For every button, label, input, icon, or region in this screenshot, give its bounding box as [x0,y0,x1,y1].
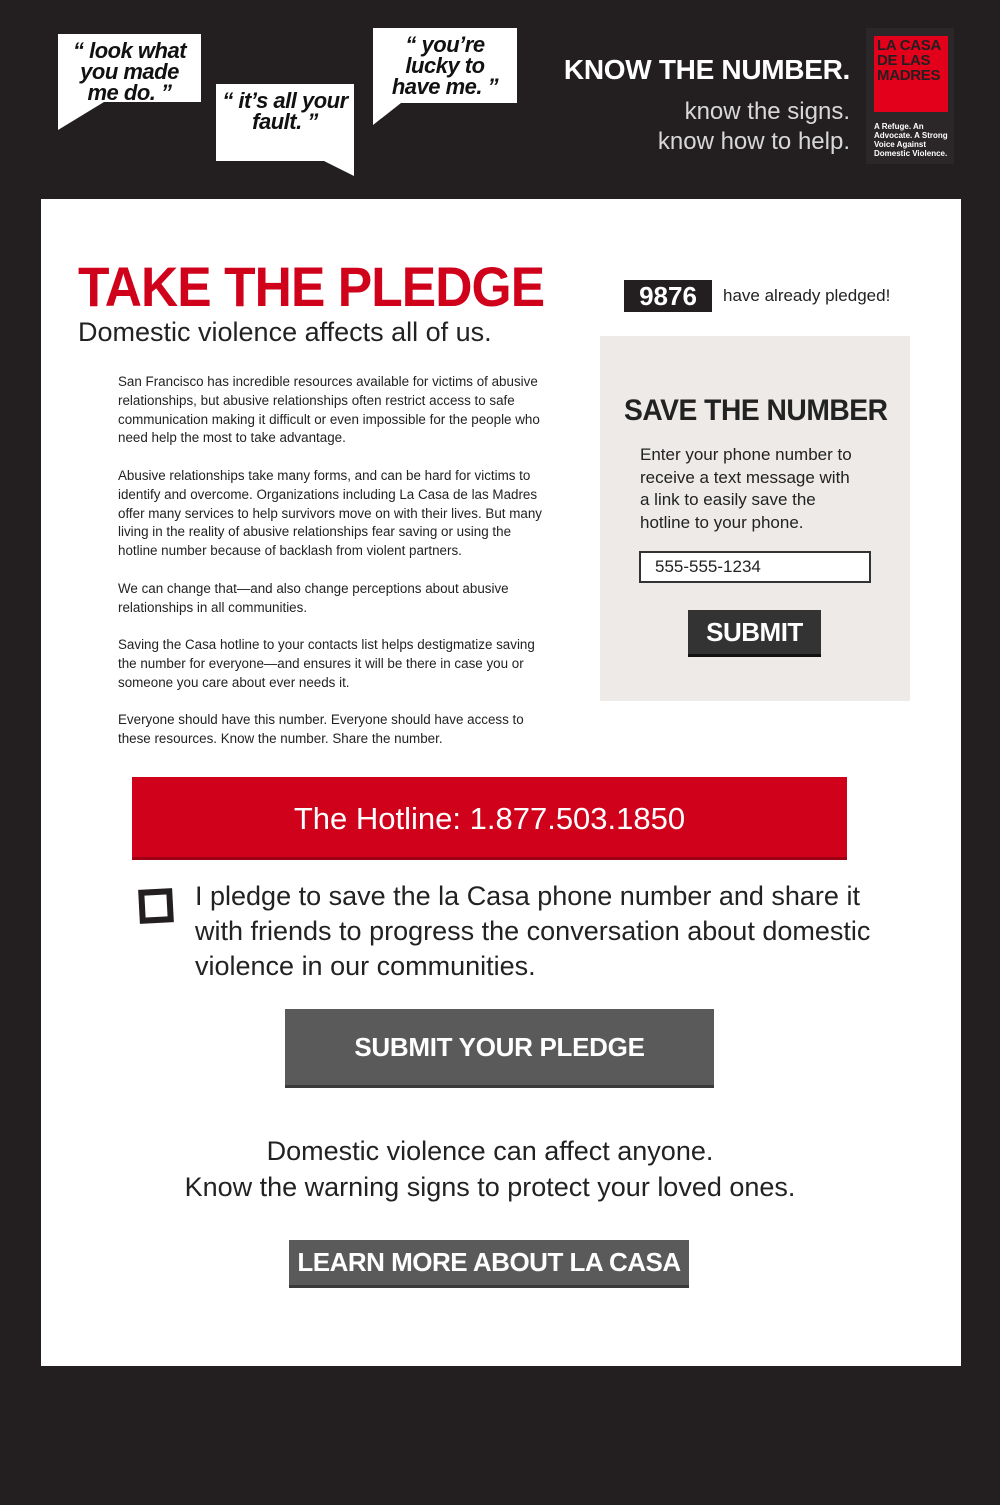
pledge-statement: I pledge to save the la Casa phone number and share it with friends to progress the conversation about domestic violence in our communities. [195,881,871,981]
submit-pledge-button[interactable]: SUBMIT YOUR PLEDGE [285,1009,714,1088]
page-title: TAKE THE PLEDGE [78,255,545,318]
quote-bubble-look-what-you-made-me-do [58,34,201,105]
quote-bubble-youre-lucky-to-have-me [373,28,517,103]
bubble-tail [58,102,104,130]
hotline-banner: The Hotline: 1.877.503.1850 [132,777,847,860]
affect-anyone-text: Domestic violence can affect anyone. [266,1136,714,1166]
quote-text: “ you’re lucky to have me. ” [391,32,499,99]
body-paragraph: Everyone should have this number. Everyone should have access to these resources. Know the number. Share the number. [118,712,524,747]
pledge-counter: 9876 [624,280,712,312]
pledge-counter-label: have already pledged! [723,286,891,305]
pledge-card [41,199,961,1366]
warning-signs-text: Know the warning signs to protect your loved ones. [184,1172,796,1202]
save-number-panel [600,336,910,701]
save-number-description: Enter your phone number to receive a text message with a link to easily save the hotline to your phone. [640,445,852,532]
quote-text: “ it’s all your fault. ” [222,88,348,134]
learn-more-button[interactable]: LEARN MORE ABOUT LA CASA [289,1240,689,1288]
body-paragraph: Saving the Casa hotline to your contacts list helps destigmatize saving the number for everyone—and ensures it will be there in case you or someone you care about ever needs it. [118,637,535,690]
know-the-number-title: KNOW THE NUMBER. [563,54,850,85]
pledge-checkbox[interactable] [138,888,174,924]
save-number-title: SAVE THE NUMBER [624,394,888,427]
phone-number-input[interactable] [639,551,871,583]
body-paragraph: We can change that—and also change perceptions about abusive relationships in all communities. [118,580,509,615]
body-paragraph: San Francisco has incredible resources available for victims of abusive relationships, but abusive relationships often restrict access to safe communication making it difficult or even impossible for the people who need help the most to take advantage. [118,374,540,446]
page-subtitle: Domestic violence affects all of us. [78,317,492,347]
pledge-body-text [118,373,548,768]
quote-bubble-its-all-your-fault [216,84,354,161]
logo-wordmark: LA CASA DE LAS MADRES [874,36,948,112]
submit-button[interactable]: SUBMIT [688,610,821,657]
logo-tagline: A Refuge. An Advocate. A Strong Voice Against Domestic Violence. [874,122,948,158]
quote-text: “ look what you made me do. ” [72,38,187,105]
bubble-tail [373,103,401,125]
know-the-signs-line: know the signs. [684,98,850,125]
la-casa-logo[interactable] [866,28,954,164]
know-how-to-help-line: know how to help. [657,128,850,155]
bubble-tail [324,161,354,176]
body-paragraph: Abusive relationships take many forms, and can be hard for victims to identify and overcome. Organizations including La Casa de las Madres offer many services to help survivors move on with their lives. But many living in the reality of abusive relationships fear saving or using the hotline number because of backlash from violent partners. [118,467,542,559]
